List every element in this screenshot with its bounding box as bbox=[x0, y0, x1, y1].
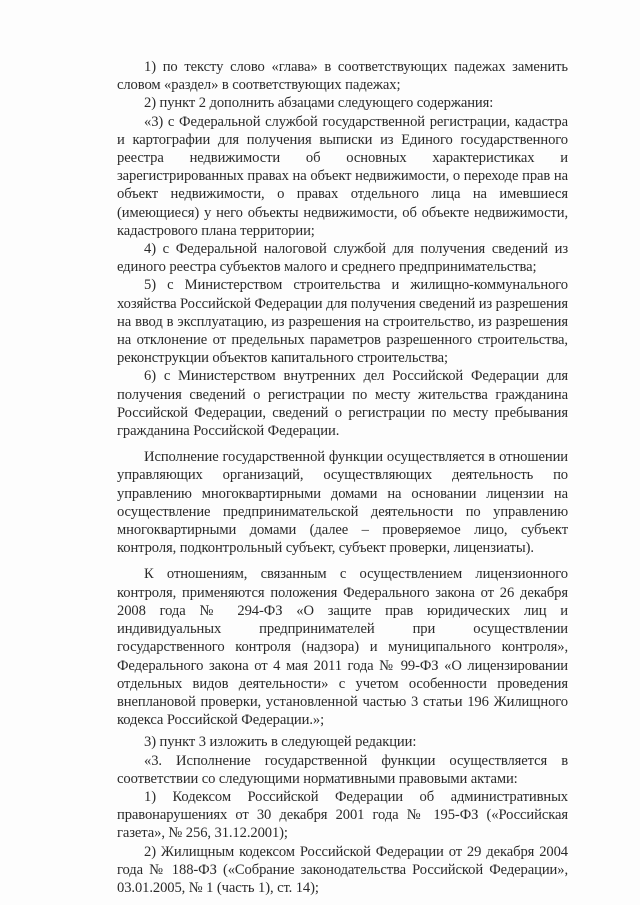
paragraph-3-item-3-point: 3) пункт 3 изложить в следующей редакции: bbox=[144, 734, 417, 751]
paragraph-5-item-5: 5) с Министерством строительства и жилищно-коммунального хозяйства Российской Федерации для получения сведений из разрешения на ввод в эксплуатацию, из разрешения на строительство, из разрешения на отклонение от предельных параметров разрешенного строительства, реконструкции объектов капитального строительства; bbox=[117, 277, 568, 367]
paragraph-1-item-1: 1) по тексту слово «глава» в соответствующих падежах заменить словом «раздел» в соответствующих падежах; bbox=[117, 59, 568, 94]
paragraph-scope: Исполнение государственной функции осуществляется в отношении управляющих организаций, осуществляющих деятельность по управлению многоквартирными домами на основании лицензии на осуществление предпринимательской деятельности по управлению многоквартирными домами (далее – проверяемое лицо, субъект контроля, подконтрольный субъект, субъект проверки, лицензиаты). bbox=[117, 449, 568, 557]
paragraph-point-3-text: «3. Исполнение государственной функции осуществляется в соответствии со следующими нормативными правовыми актами: bbox=[117, 752, 568, 787]
paragraph-3-item-3: «3) с Федеральной службой государственной регистрации, кадастра и картографии для получения выписки из Единого государственного реестра недвижимости об основных характеристиках и зарегистрированных правах на объект недвижимости, о переходе прав на объект недвижимости, о правах отдельного лица на имевшиеся (имеющиеся) у него объекты недвижимости, об объекте недвижимости, кадастрового плана территории; bbox=[117, 113, 568, 239]
paragraph-4-item-4: 4) с Федеральной налоговой службой для получения сведений из единого реестра субъектов малого и среднего предпринимательства; bbox=[117, 241, 568, 276]
paragraph-2-item-2: 2) пункт 2 дополнить абзацами следующего содержания: bbox=[144, 95, 494, 112]
paragraph-act-1: 1) Кодексом Российской Федерации об административных правонарушениях от 30 декабря 2001 года № 195-ФЗ («Российская газета», № 256, 31.12.2001); bbox=[117, 788, 568, 842]
paragraph-applicable-laws: К отношениям, связанным с осуществлением лицензионного контроля, применяются положения Федерального закона от 26 декабря 2008 года № 294-ФЗ «О защите прав юридических лиц и индивидуальных предпринимателей при осуществлении государственного контроля (надзора) и муниципального контроля», Федерального закона от 4 мая 2011 года № 99-ФЗ «О лицензировании отдельных видов деятельности» с учетом особенности проведения внеплановой проверки, установленной частью 3 статьи 196 Жилищного кодекса Российской Федерации.»; bbox=[117, 566, 568, 729]
paragraph-6-item-6: 6) с Министерством внутренних дел Российской Федерации для получения сведений о регистрации по месту жительства гражданина Российской Федерации, сведений о регистрации по месту пребывания гражданина Российской Федерации. bbox=[117, 368, 568, 440]
document-body bbox=[117, 58, 568, 897]
paragraph-act-2: 2) Жилищным кодексом Российской Федерации от 29 декабря 2004 года № 188-ФЗ («Собрание законодательства Российской Федерации», 03.01.2005, № 1 (часть 1), ст. 14); bbox=[117, 843, 568, 896]
